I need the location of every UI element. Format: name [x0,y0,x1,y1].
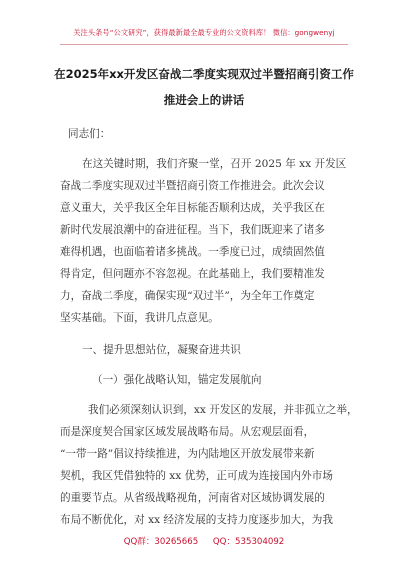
footer-qq-group: QQ群：30265665 [123,537,199,547]
document-title-line-2: 推进会上的讲话 [163,93,245,107]
header-divider [60,44,348,45]
body-line: 的重要节点。从省级战略视角，河南省对区域协调发展的 [60,492,325,504]
body-line: “一带一路”倡议持续推进，为内陆地区开放发展带来新 [60,448,315,460]
body-line: 契机，我区凭借独特的 xx 优势，正可成为连接国内外市场 [60,470,333,482]
body-line: 坚实基础。下面，我讲几点意见。 [60,312,219,324]
body-line: 难得机遇，也面临着诸多挑战。一季度已过，成绩固然值 [60,246,325,258]
footer-qq: QQ：535304092 [212,537,285,547]
body-line: 奋战二季度实现双过半暨招商引资工作推进会。此次会议 [60,180,325,192]
section-heading-1: 一、提升思想站位，凝聚奋进共识 [82,344,241,356]
body-line: 布局不断优化，对 xx 经济发展的支持力度逐步加大，为我 [60,514,333,526]
salutation: 同志们： [68,128,111,140]
body-line: 我们必须深刻认识到，xx 开发区的发展，并非孤立之举， [88,404,358,416]
body-line: 在这关键时期，我们齐聚一堂，召开 2025 年 xx 开发区 [82,158,347,170]
body-line: 意义重大，关乎我区全年目标能否顺利达成，关乎我区在 [60,202,325,214]
body-line: 而是深度契合国家区域发展战略布局。从宏观层面看， [60,426,315,438]
page-header-note: 关注头条号“公文研究”，获得最新最全最专业的公文资料库！ 微信：gongwenyj [73,28,335,37]
subsection-heading-1: （一）强化战略认知，锚定发展航向 [92,374,262,386]
body-line: 力，奋战二季度，确保实现“双过半”，为全年工作奠定 [60,290,315,302]
document-title-line-1: 在2025年xx开发区奋战二季度实现双过半暨招商引资工作 [54,67,354,81]
body-line: 新时代发展浪潮中的奋进征程。当下，我们既迎来了诸多 [60,224,325,236]
page-footer [0,535,408,547]
body-line: 得肯定，但问题亦不容忽视。在此基础上，我们要精准发 [60,268,325,280]
